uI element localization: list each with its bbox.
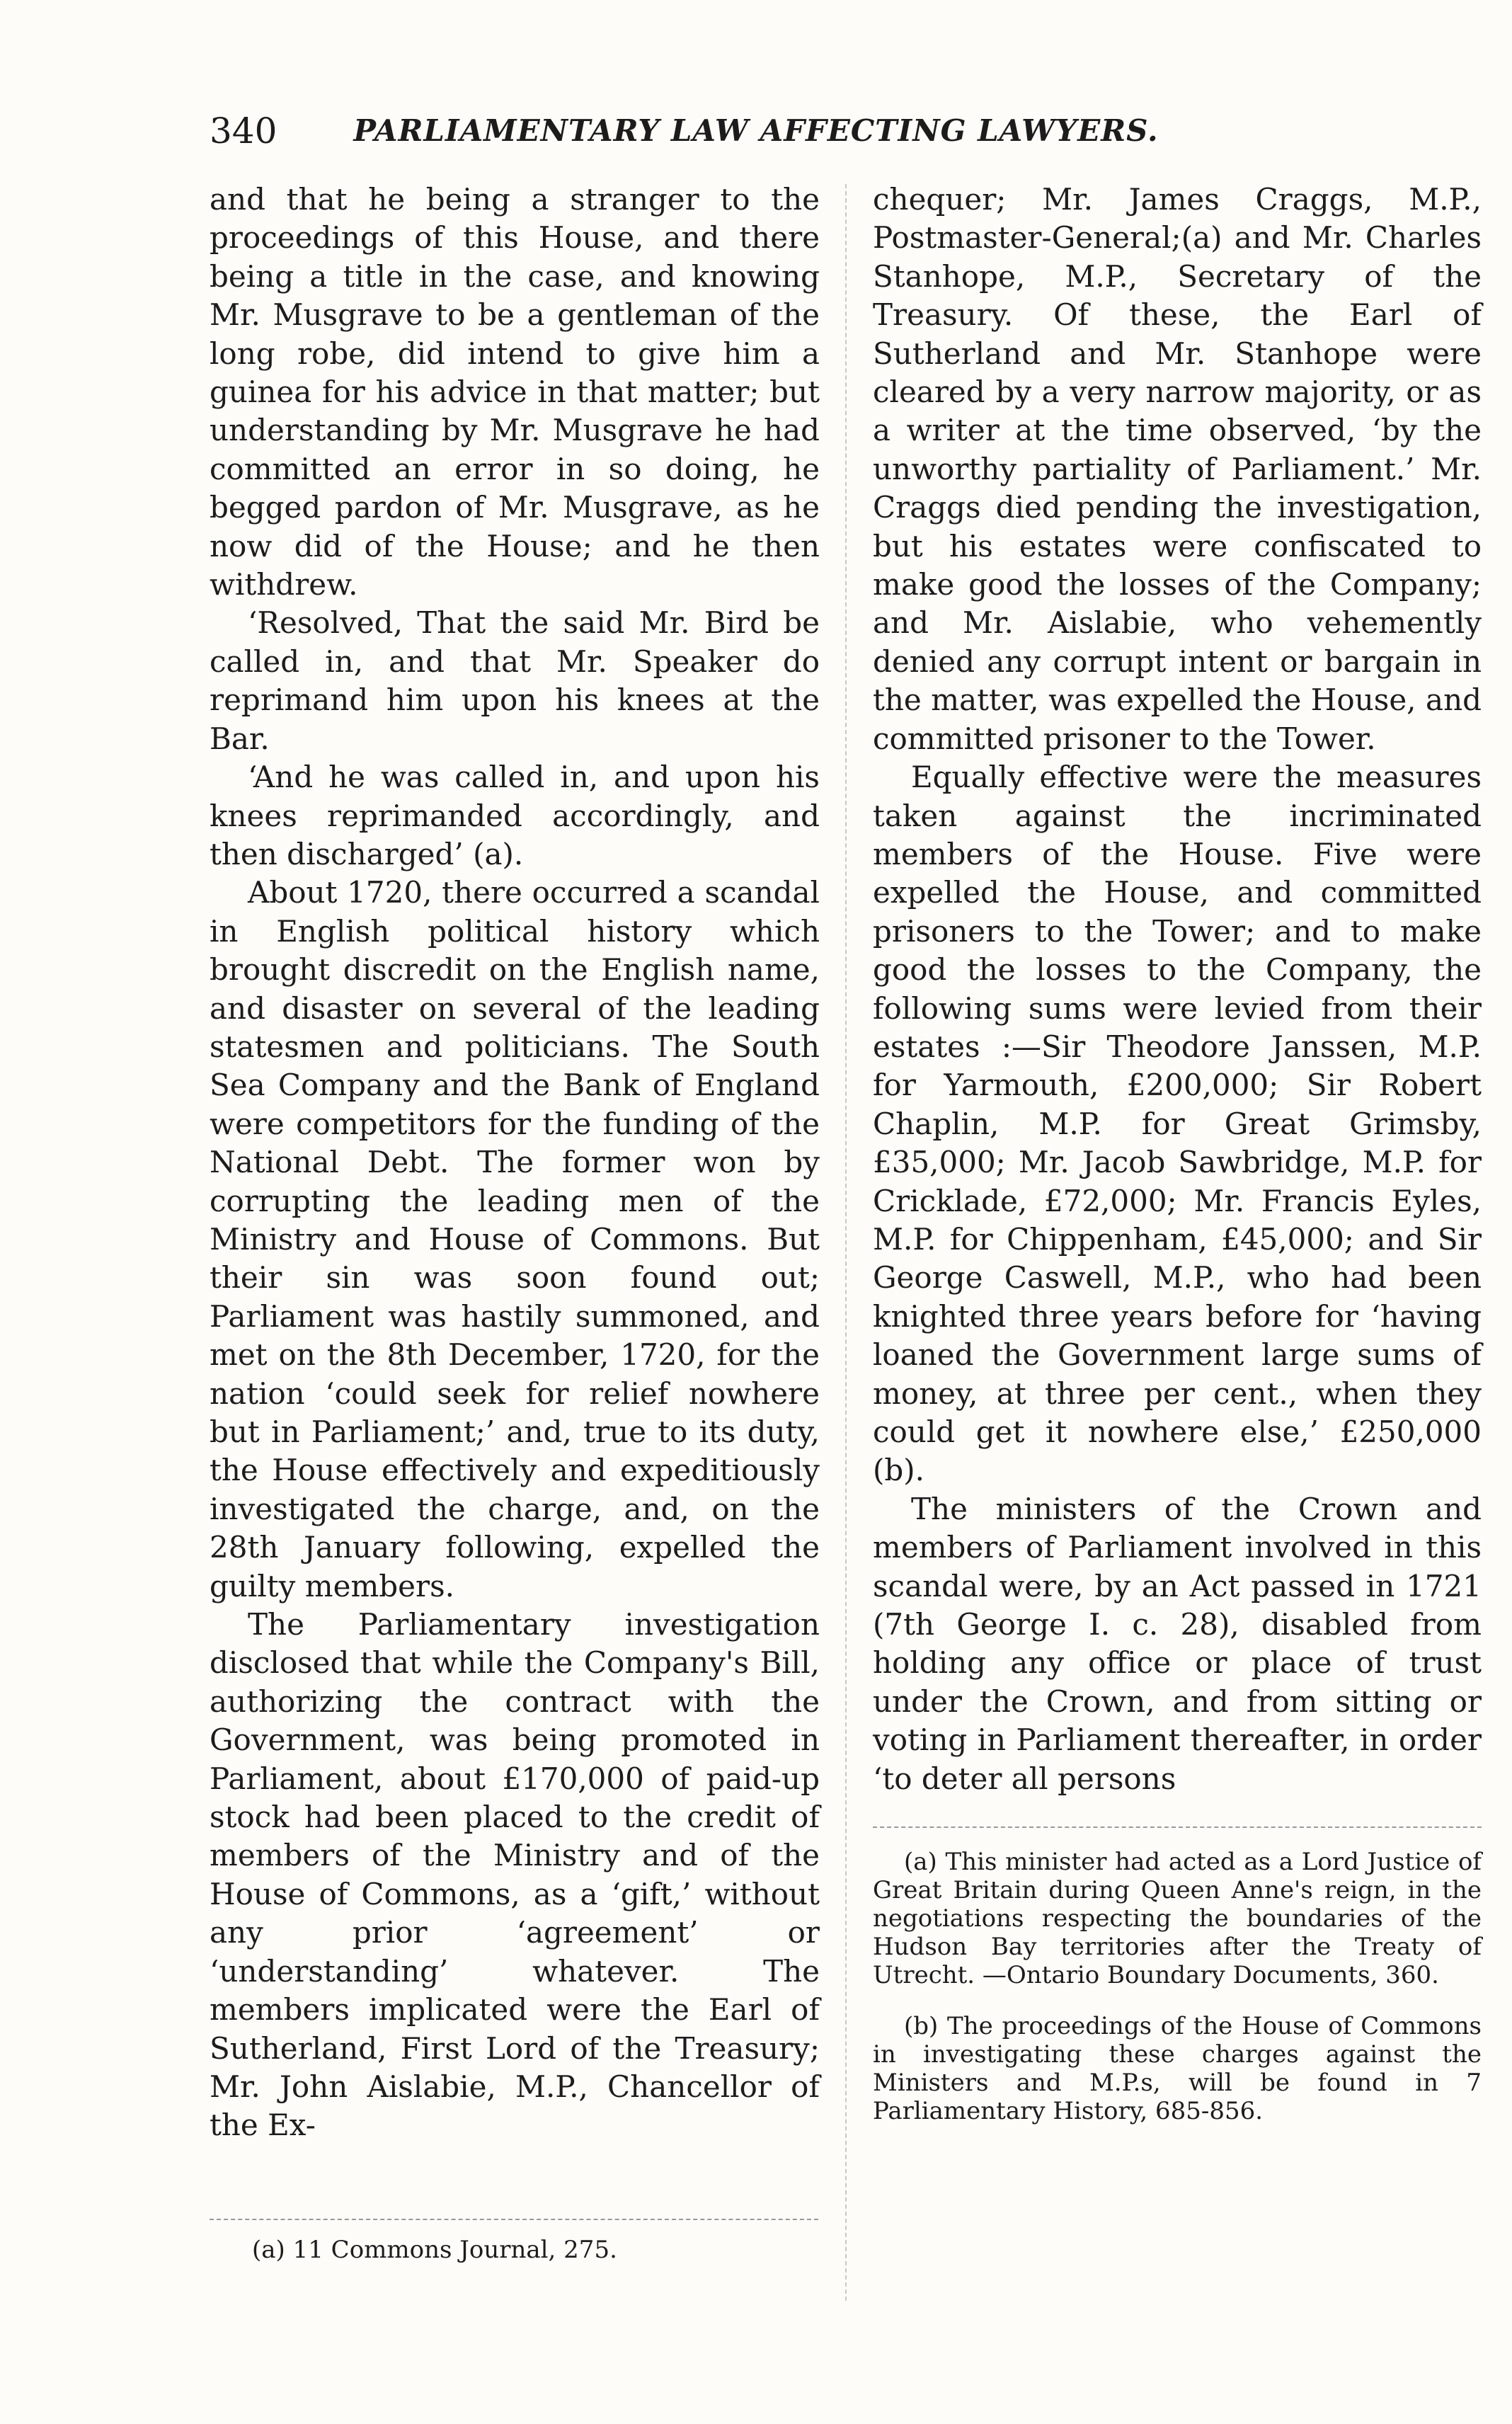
page-header <box>0 106 1512 156</box>
footnote: (a) This minister had acted as a Lord Justice of Great Britain during Queen Anne's reign, in the negotiations respecting the boundaries of the Hudson Bay territories after the Treaty of Utrecht. —Ontario Boundary Documents, 360. <box>873 1848 1482 1989</box>
paragraph: and that he being a stranger to the proceedings of this House, and there being a title in the case, and knowing Mr. Musgrave to be a gentleman of the long robe, did intend to give him a guinea for his advice in that matter; but understanding by Mr. Musgrave he had committed an error in so doing, he begged pardon of Mr. Musgrave, as he now did of the House; and he then withdrew. <box>210 182 820 602</box>
right-column <box>873 181 1482 1798</box>
page-number: 340 <box>210 110 277 152</box>
footnote-rule <box>210 2219 818 2220</box>
paragraph: Equally effective were the measures taken against the incriminated members of the House. Five were expelled the House, and committed prisoners to the Tower; and to make good the losses to the Company, the following sums were levied from their estates :—Sir Theodore Janssen, M.P. for Yarmouth, £200,000; Sir Robert Chaplin, M.P. for Great Grimsby, £35,000; Mr. Jacob Sawbridge, M.P. for Cricklade, £72,000; Mr. Francis Eyles, M.P. for Chippenham, £45,000; and Sir George Caswell, M.P., who had been knighted three years before for ‘having loaned the Government large sums of money, at three per cent., when they could get it nowhere else,’ £250,000 (b). <box>873 760 1482 1488</box>
footnote: (b) The proceedings of the House of Commons in investigating these charges against the Ministers and M.P.s, will be found in 7 Parliamentary History, 685-856. <box>873 2012 1482 2125</box>
footnote-rule <box>873 1826 1482 1828</box>
paragraph: chequer; Mr. James Craggs, M.P., Postmaster-General;(a) and Mr. Charles Stanhope, M.P., Secretary of the Treasury. Of these, the Earl of Sutherland and Mr. Stanhope were cleared by a very narrow majority, or as a writer at the time observed, ‘by the unworthy partiality of Parliament.’ Mr. Craggs died pending the investigation, but his estates were confiscated to make good the losses of the Company; and Mr. Aislabie, who vehemently denied any corrupt intent or bargain in the matter, was expelled the House, and committed prisoner to the Tower. <box>873 182 1482 756</box>
paragraph: ‘Resolved, That the said Mr. Bird be called in, and that Mr. Speaker do reprimand him upon his knees at the Bar. <box>210 605 820 756</box>
paragraph: The ministers of the Crown and members of Parliament involved in this scandal were, by an Act passed in 1721 (7th George I. c. 28), disabled from holding any office or place of trust under the Crown, and from sitting or voting in Parliament thereafter, in order ‘to deter all persons <box>873 1491 1482 1796</box>
paragraph: About 1720, there occurred a scandal in English political history which brought discredit on the English name, and disaster on several of the leading statesmen and politicians. The South Sea Company and the Bank of England were competitors for the funding of the National Debt. The former won by corrupting the leading men of the Ministry and House of Commons. But their sin was soon found out; Parliament was hastily summoned, and met on the 8th December, 1720, for the nation ‘could seek for relief nowhere but in Parliament;’ and, true to its duty, the House effectively and expeditiously investigated the charge, and, on the 28th January following, expelled the guilty members. <box>210 875 820 1603</box>
running-head: PARLIAMENTARY LAW AFFECTING LAWYERS. <box>353 113 1159 148</box>
paragraph: ‘And he was called in, and upon his knees reprimanded accordingly, and then discharged’ (a). <box>210 760 820 871</box>
left-column <box>210 181 820 2145</box>
paragraph: The Parliamentary investigation disclosed that while the Company's Bill, authorizing the contract with the Government, was being promoted in Parliament, about £170,000 of paid-up stock had been placed to the credit of members of the Ministry and of the House of Commons, as a ‘gift,’ without any prior ‘agreement’ or ‘understanding’ whatever. The members implicated were the Earl of Sutherland, First Lord of the Treasury; Mr. John Aislabie, M.P., Chancellor of the Ex- <box>210 1607 820 2143</box>
footnote: (a) 11 Commons Journal, 275. <box>252 2236 617 2264</box>
column-divider <box>845 184 847 2301</box>
